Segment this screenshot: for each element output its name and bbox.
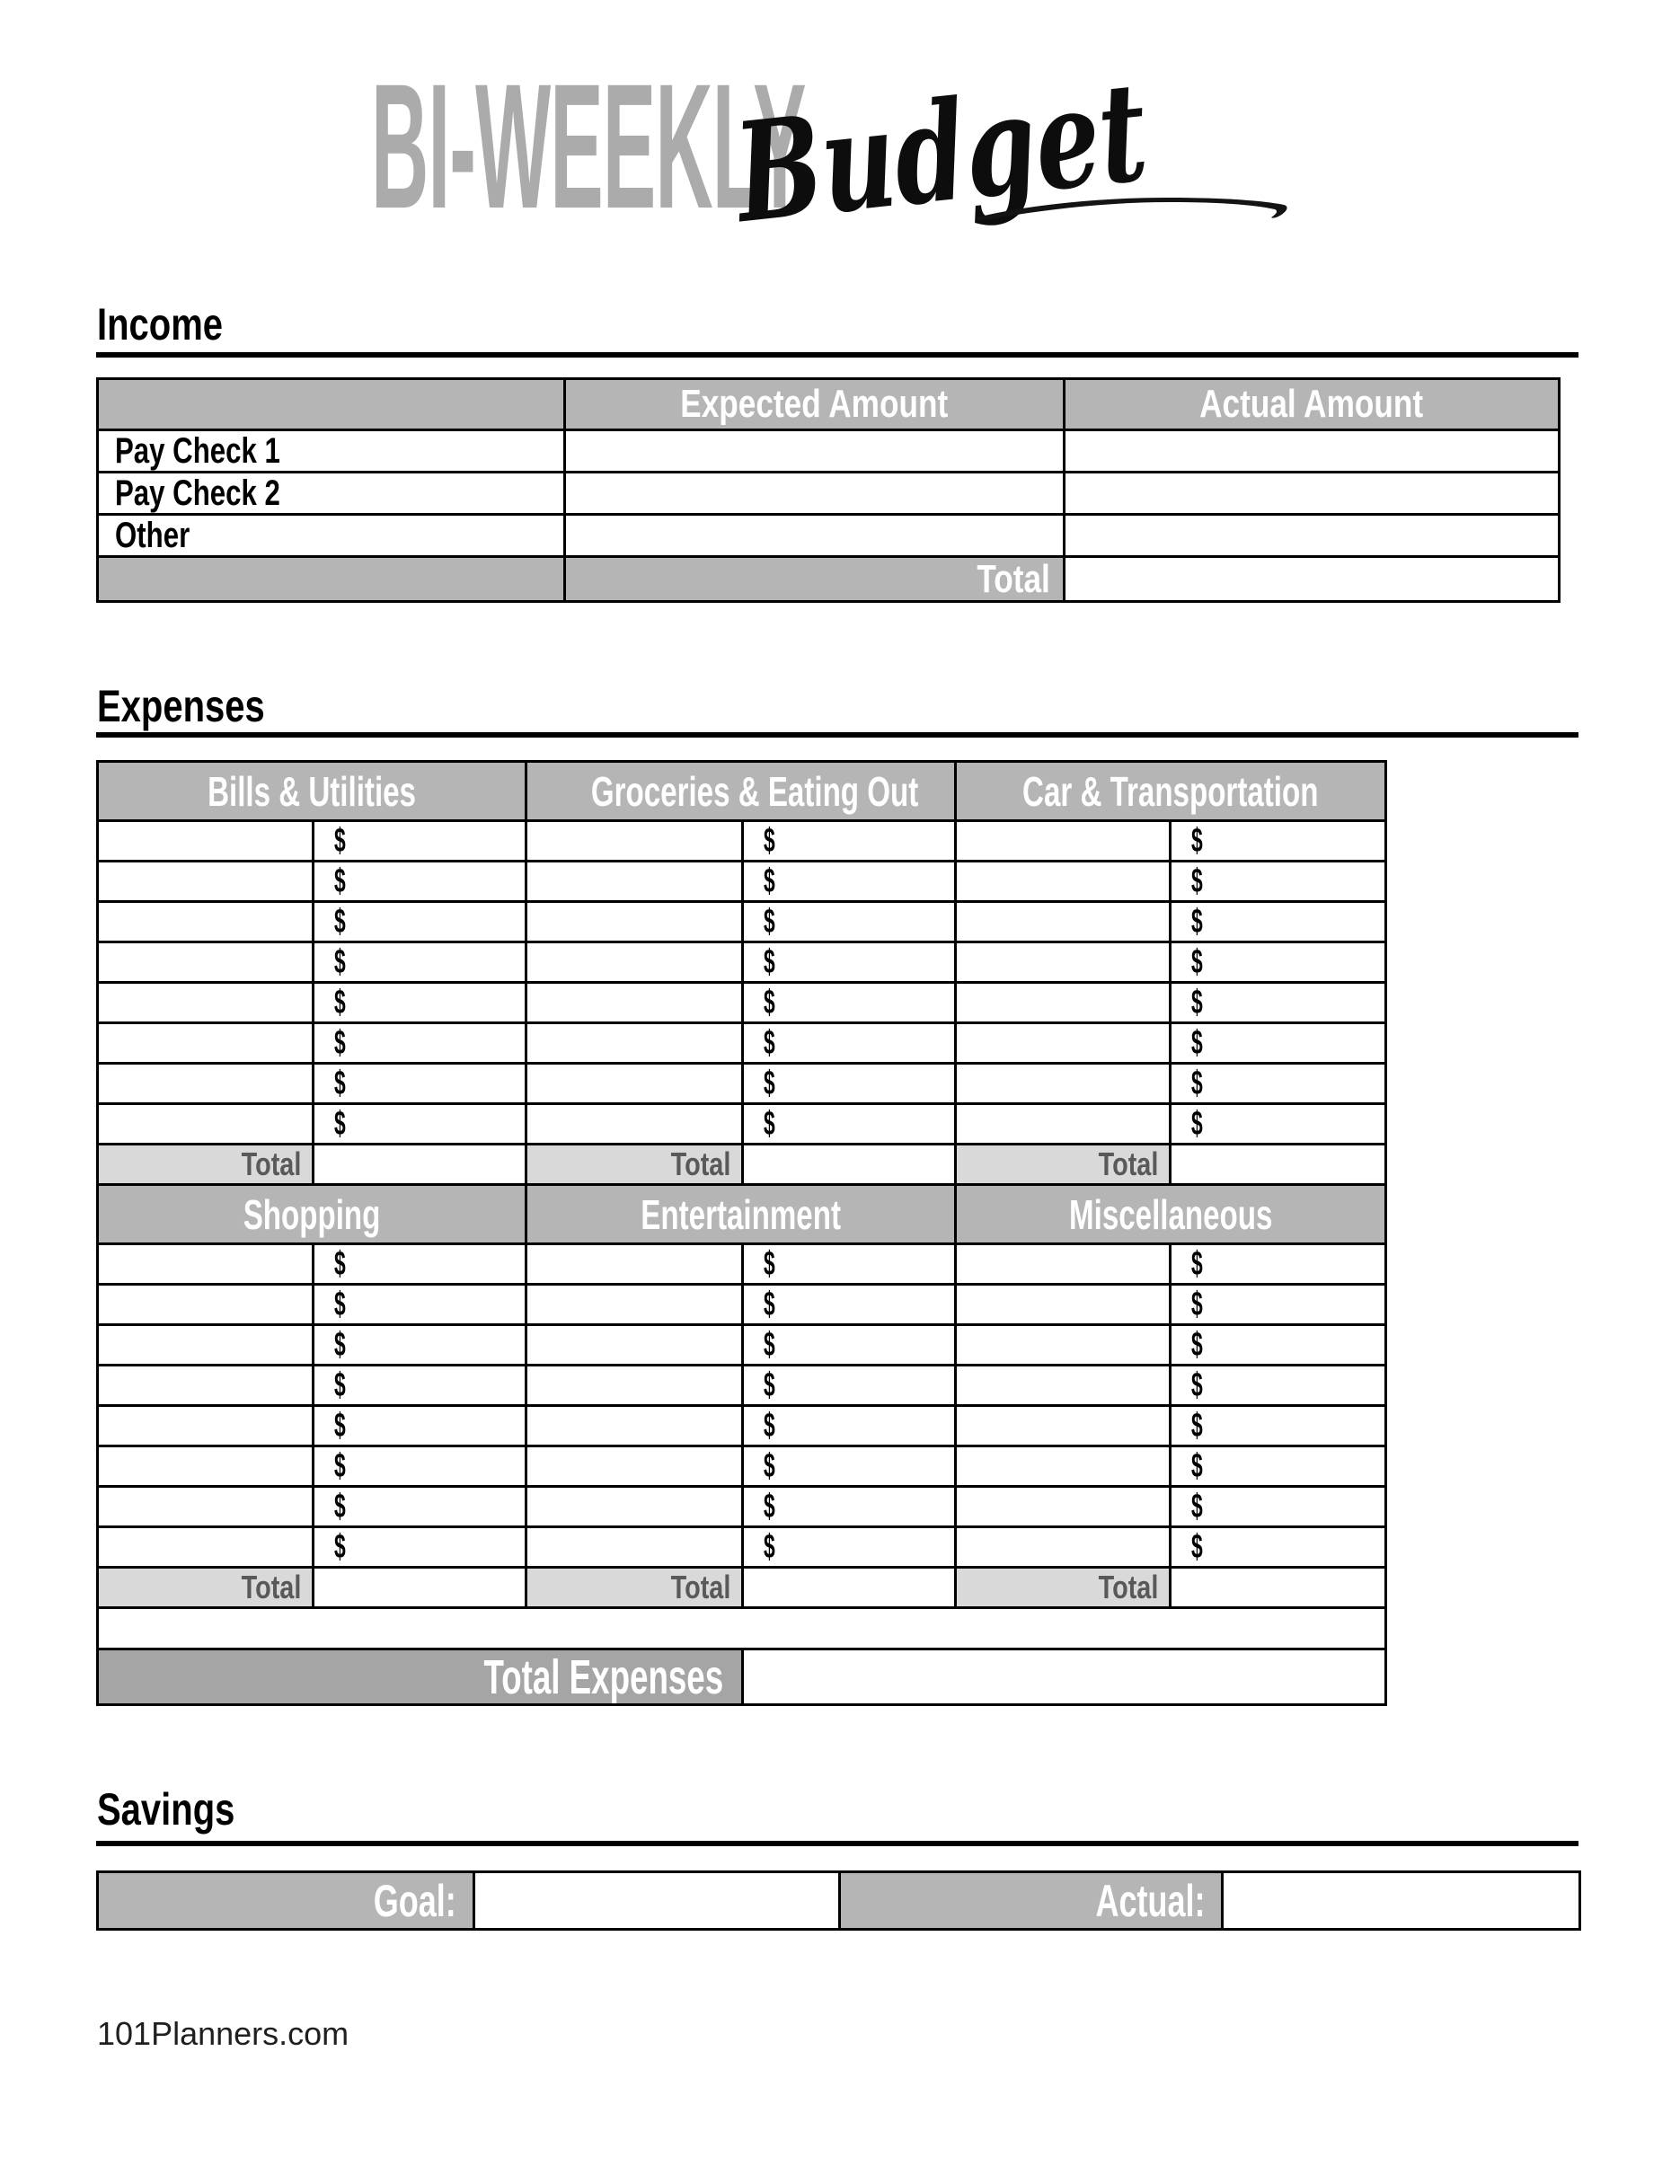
dollar-sign: $	[1191, 1407, 1203, 1445]
expense-item-name-cell[interactable]	[98, 1285, 314, 1325]
expense-entry-row	[98, 1244, 1386, 1285]
expense-entry-row	[98, 1285, 1386, 1325]
dollar-sign: $	[334, 1447, 346, 1485]
expense-item-name-cell[interactable]	[526, 821, 743, 862]
expense-entry-row	[98, 1064, 1386, 1104]
dollar-sign: $	[334, 1024, 346, 1062]
category-total-input-cell[interactable]	[314, 1145, 526, 1185]
expense-amount-cell[interactable]	[1171, 1285, 1386, 1325]
expense-amount-cell[interactable]	[1171, 1023, 1386, 1064]
dollar-sign: $	[1191, 1366, 1203, 1404]
expense-amount-cell[interactable]	[1171, 862, 1386, 902]
expense-amount-cell[interactable]	[314, 983, 526, 1023]
page-title-biweekly: BI-WEEKLY	[371, 47, 806, 245]
dollar-sign: $	[1191, 1447, 1203, 1485]
expense-item-name-cell[interactable]	[526, 1487, 743, 1527]
expense-item-name-cell[interactable]	[98, 983, 314, 1023]
expense-item-name-cell[interactable]	[956, 1064, 1171, 1104]
category-total-label-cell: Total	[526, 1568, 743, 1608]
total-expenses-label-cell: Total Expenses	[98, 1649, 743, 1705]
expense-item-name-cell[interactable]	[956, 983, 1171, 1023]
income-divider	[96, 352, 1578, 358]
dollar-sign: $	[764, 1447, 775, 1485]
dollar-sign: $	[764, 1366, 775, 1404]
expense-entry-row	[98, 1104, 1386, 1145]
dollar-sign: $	[334, 822, 346, 860]
expense-amount-cell[interactable]	[1171, 1325, 1386, 1366]
expense-amount-cell[interactable]	[743, 1023, 956, 1064]
expense-amount-cell[interactable]	[314, 1104, 526, 1145]
dollar-sign: $	[334, 1488, 346, 1525]
expense-entry-row	[98, 1487, 1386, 1527]
expense-amount-cell[interactable]	[743, 1325, 956, 1366]
dollar-sign: $	[1191, 1286, 1203, 1323]
category-header-entertainment: Entertainment	[526, 1185, 956, 1244]
dollar-sign: $	[334, 984, 346, 1021]
expense-entry-row	[98, 821, 1386, 862]
expense-amount-cell[interactable]	[743, 1406, 956, 1446]
dollar-sign: $	[1191, 1024, 1203, 1062]
expense-entry-row	[98, 1527, 1386, 1568]
expense-item-name-cell[interactable]	[526, 1244, 743, 1285]
expense-item-name-cell[interactable]	[526, 1527, 743, 1568]
expense-item-name-cell[interactable]	[956, 1487, 1171, 1527]
expense-item-name-cell[interactable]	[956, 942, 1171, 983]
income-actual-input-cell[interactable]	[1065, 473, 1560, 515]
income-row-paycheck1	[98, 430, 1560, 473]
expense-item-name-cell[interactable]	[526, 1325, 743, 1366]
category-total-input-cell[interactable]	[314, 1568, 526, 1608]
total-expenses-row	[98, 1649, 1386, 1705]
expense-item-name-cell[interactable]	[98, 1104, 314, 1145]
expense-item-name-cell[interactable]	[98, 1064, 314, 1104]
dollar-sign: $	[1191, 1528, 1203, 1566]
expense-item-name-cell[interactable]	[526, 1366, 743, 1406]
category-total-label-cell: Total	[956, 1568, 1171, 1608]
expenses-section-heading: Expenses	[97, 681, 265, 731]
total-expenses-input-cell[interactable]	[743, 1649, 1386, 1705]
expense-amount-cell[interactable]	[743, 1446, 956, 1487]
category-header-miscellaneous: Miscellaneous	[956, 1185, 1386, 1244]
expense-amount-cell[interactable]	[314, 902, 526, 942]
dollar-sign: $	[334, 1105, 346, 1143]
expense-item-name-cell[interactable]	[98, 821, 314, 862]
income-total-label-cell: Total	[565, 557, 1065, 602]
dollar-sign: $	[334, 1407, 346, 1445]
expense-amount-cell[interactable]	[743, 1285, 956, 1325]
expense-amount-cell[interactable]	[743, 1366, 956, 1406]
expense-item-name-cell[interactable]	[98, 1487, 314, 1527]
category-total-label-cell: Total	[98, 1568, 314, 1608]
dollar-sign: $	[764, 1245, 775, 1283]
expense-amount-cell[interactable]	[743, 1064, 956, 1104]
expense-category-header-row	[98, 762, 1386, 821]
expense-item-name-cell[interactable]	[956, 1023, 1171, 1064]
income-total-row	[98, 557, 1560, 602]
expense-amount-cell[interactable]	[314, 1023, 526, 1064]
savings-section-heading: Savings	[97, 1784, 235, 1835]
expense-amount-cell[interactable]	[314, 1325, 526, 1366]
expenses-table	[96, 760, 1387, 1706]
expense-item-name-cell[interactable]	[956, 821, 1171, 862]
expense-amount-cell[interactable]	[743, 1487, 956, 1527]
category-total-input-cell[interactable]	[1171, 1568, 1386, 1608]
income-row-label: Other	[98, 515, 565, 557]
expense-amount-cell[interactable]	[1171, 902, 1386, 942]
expense-item-name-cell[interactable]	[956, 862, 1171, 902]
dollar-sign: $	[764, 862, 775, 900]
category-header-shopping: Shopping	[98, 1185, 526, 1244]
dollar-sign: $	[334, 862, 346, 900]
income-row-other	[98, 515, 1560, 557]
expense-item-name-cell[interactable]	[526, 1023, 743, 1064]
dollar-sign: $	[334, 1366, 346, 1404]
expense-amount-cell[interactable]	[314, 1487, 526, 1527]
expense-amount-cell[interactable]	[314, 1064, 526, 1104]
income-section-heading: Income	[97, 299, 224, 349]
expense-amount-cell[interactable]	[743, 862, 956, 902]
site-credit: 101Planners.com	[97, 2015, 349, 2052]
expenses-spacer-cell	[98, 1608, 1386, 1649]
expense-item-name-cell[interactable]	[526, 1285, 743, 1325]
expenses-divider	[96, 732, 1578, 738]
expense-amount-cell[interactable]	[314, 1366, 526, 1406]
dollar-sign: $	[764, 1326, 775, 1364]
dollar-sign: $	[764, 822, 775, 860]
expense-amount-cell[interactable]	[1171, 1366, 1386, 1406]
expense-amount-cell[interactable]	[314, 942, 526, 983]
expense-item-name-cell[interactable]	[98, 862, 314, 902]
expense-amount-cell[interactable]	[743, 983, 956, 1023]
income-expected-input-cell[interactable]	[565, 515, 1065, 557]
expense-amount-cell[interactable]	[1171, 1527, 1386, 1568]
expense-amount-cell[interactable]	[1171, 1104, 1386, 1145]
category-total-input-cell[interactable]	[743, 1568, 956, 1608]
income-actual-input-cell[interactable]	[1065, 515, 1560, 557]
savings-divider	[96, 1841, 1578, 1846]
category-header-car-transportation: Car & Transportation	[956, 762, 1386, 821]
income-expected-input-cell[interactable]	[565, 473, 1065, 515]
dollar-sign: $	[764, 1065, 775, 1102]
dollar-sign: $	[334, 1065, 346, 1102]
expense-item-name-cell[interactable]	[526, 942, 743, 983]
expense-item-name-cell[interactable]	[526, 983, 743, 1023]
dollar-sign: $	[764, 903, 775, 941]
dollar-sign: $	[334, 1326, 346, 1364]
expense-amount-cell[interactable]	[1171, 983, 1386, 1023]
income-header-actual: Actual Amount	[1065, 379, 1560, 430]
dollar-sign: $	[764, 1105, 775, 1143]
expense-entry-row	[98, 902, 1386, 942]
expense-amount-cell[interactable]	[743, 1527, 956, 1568]
expense-item-name-cell[interactable]	[956, 902, 1171, 942]
expense-amount-cell[interactable]	[743, 821, 956, 862]
dollar-sign: $	[334, 1528, 346, 1566]
category-header-groceries-eating-out: Groceries & Eating Out	[526, 762, 956, 821]
expense-amount-cell[interactable]	[314, 1446, 526, 1487]
expense-amount-cell[interactable]	[314, 862, 526, 902]
expense-amount-cell[interactable]	[314, 1244, 526, 1285]
expense-item-name-cell[interactable]	[526, 1406, 743, 1446]
dollar-sign: $	[334, 903, 346, 941]
expense-item-name-cell[interactable]	[956, 1366, 1171, 1406]
expense-item-name-cell[interactable]	[956, 1244, 1171, 1285]
expense-amount-cell[interactable]	[314, 1285, 526, 1325]
expense-item-name-cell[interactable]	[98, 1527, 314, 1568]
category-total-input-cell[interactable]	[1171, 1145, 1386, 1185]
dollar-sign: $	[1191, 943, 1203, 981]
title-underline-flourish	[975, 189, 1289, 230]
category-total-label-cell: Total	[526, 1145, 743, 1185]
expense-amount-cell[interactable]	[743, 902, 956, 942]
expense-item-name-cell[interactable]	[526, 1446, 743, 1487]
income-row-label: Pay Check 1	[98, 430, 565, 473]
expense-item-name-cell[interactable]	[956, 1285, 1171, 1325]
expense-entry-row	[98, 862, 1386, 902]
expense-item-name-cell[interactable]	[98, 1446, 314, 1487]
dollar-sign: $	[1191, 1488, 1203, 1525]
expense-amount-cell[interactable]	[1171, 821, 1386, 862]
savings-table	[96, 1870, 1581, 1931]
dollar-sign: $	[334, 1245, 346, 1283]
dollar-sign: $	[1191, 1326, 1203, 1364]
income-expected-input-cell[interactable]	[565, 430, 1065, 473]
expenses-spacer-row	[98, 1608, 1386, 1649]
expense-amount-cell[interactable]	[1171, 1446, 1386, 1487]
expense-item-name-cell[interactable]	[526, 1104, 743, 1145]
dollar-sign: $	[1191, 903, 1203, 941]
expense-item-name-cell[interactable]	[956, 1325, 1171, 1366]
expense-item-name-cell[interactable]	[526, 902, 743, 942]
expense-item-name-cell[interactable]	[98, 1406, 314, 1446]
savings-goal-input-cell[interactable]	[474, 1872, 840, 1930]
expense-amount-cell[interactable]	[1171, 1244, 1386, 1285]
expense-amount-cell[interactable]	[743, 1244, 956, 1285]
savings-actual-label-cell: Actual:	[840, 1872, 1223, 1930]
dollar-sign: $	[764, 1024, 775, 1062]
dollar-sign: $	[764, 1286, 775, 1323]
income-total-input-cell[interactable]	[1065, 557, 1560, 602]
expense-item-name-cell[interactable]	[98, 942, 314, 983]
income-row-label: Pay Check 2	[98, 473, 565, 515]
expense-item-name-cell[interactable]	[956, 1406, 1171, 1446]
expense-item-name-cell[interactable]	[526, 1064, 743, 1104]
expense-entry-row	[98, 1023, 1386, 1064]
dollar-sign: $	[1191, 1105, 1203, 1143]
category-header-bills-utilities: Bills & Utilities	[98, 762, 526, 821]
expense-entry-row	[98, 942, 1386, 983]
expense-entry-row	[98, 1366, 1386, 1406]
expense-item-name-cell[interactable]	[98, 1366, 314, 1406]
expense-item-name-cell[interactable]	[98, 1325, 314, 1366]
expense-category-header-row	[98, 1185, 1386, 1244]
expense-total-row	[98, 1568, 1386, 1608]
dollar-sign: $	[764, 1528, 775, 1566]
expense-amount-cell[interactable]	[1171, 942, 1386, 983]
dollar-sign: $	[1191, 1245, 1203, 1283]
dollar-sign: $	[1191, 1065, 1203, 1102]
income-table	[96, 377, 1561, 603]
dollar-sign: $	[764, 1488, 775, 1525]
expense-item-name-cell[interactable]	[526, 862, 743, 902]
expense-amount-cell[interactable]	[1171, 1406, 1386, 1446]
expense-entry-row	[98, 1446, 1386, 1487]
dollar-sign: $	[764, 1407, 775, 1445]
income-header-expected: Expected Amount	[565, 379, 1065, 430]
dollar-sign: $	[1191, 822, 1203, 860]
expense-entry-row	[98, 1325, 1386, 1366]
expense-entry-row	[98, 983, 1386, 1023]
category-total-label-cell: Total	[956, 1145, 1171, 1185]
expense-amount-cell[interactable]	[743, 1104, 956, 1145]
expense-item-name-cell[interactable]	[956, 1446, 1171, 1487]
expense-item-name-cell[interactable]	[956, 1527, 1171, 1568]
savings-actual-input-cell[interactable]	[1223, 1872, 1580, 1930]
expense-amount-cell[interactable]	[1171, 1064, 1386, 1104]
savings-goal-label-cell: Goal:	[98, 1872, 474, 1930]
dollar-sign: $	[334, 943, 346, 981]
expense-entry-row	[98, 1406, 1386, 1446]
expense-item-name-cell[interactable]	[956, 1104, 1171, 1145]
expense-total-row	[98, 1145, 1386, 1185]
dollar-sign: $	[764, 984, 775, 1021]
category-total-label-cell: Total	[98, 1145, 314, 1185]
income-actual-input-cell[interactable]	[1065, 430, 1560, 473]
expense-amount-cell[interactable]	[314, 821, 526, 862]
dollar-sign: $	[334, 1286, 346, 1323]
expense-item-name-cell[interactable]	[98, 902, 314, 942]
income-row-paycheck2	[98, 473, 1560, 515]
dollar-sign: $	[1191, 862, 1203, 900]
dollar-sign: $	[1191, 984, 1203, 1021]
dollar-sign: $	[764, 943, 775, 981]
expense-amount-cell[interactable]	[1171, 1487, 1386, 1527]
expense-item-name-cell[interactable]	[98, 1244, 314, 1285]
category-total-input-cell[interactable]	[743, 1145, 956, 1185]
expense-item-name-cell[interactable]	[98, 1023, 314, 1064]
expense-amount-cell[interactable]	[743, 942, 956, 983]
expense-amount-cell[interactable]	[314, 1527, 526, 1568]
page-title-budget-script: Budget	[728, 50, 1154, 254]
expense-amount-cell[interactable]	[314, 1406, 526, 1446]
income-header-blank-cell	[98, 379, 565, 430]
income-total-spacer-cell	[98, 557, 565, 602]
